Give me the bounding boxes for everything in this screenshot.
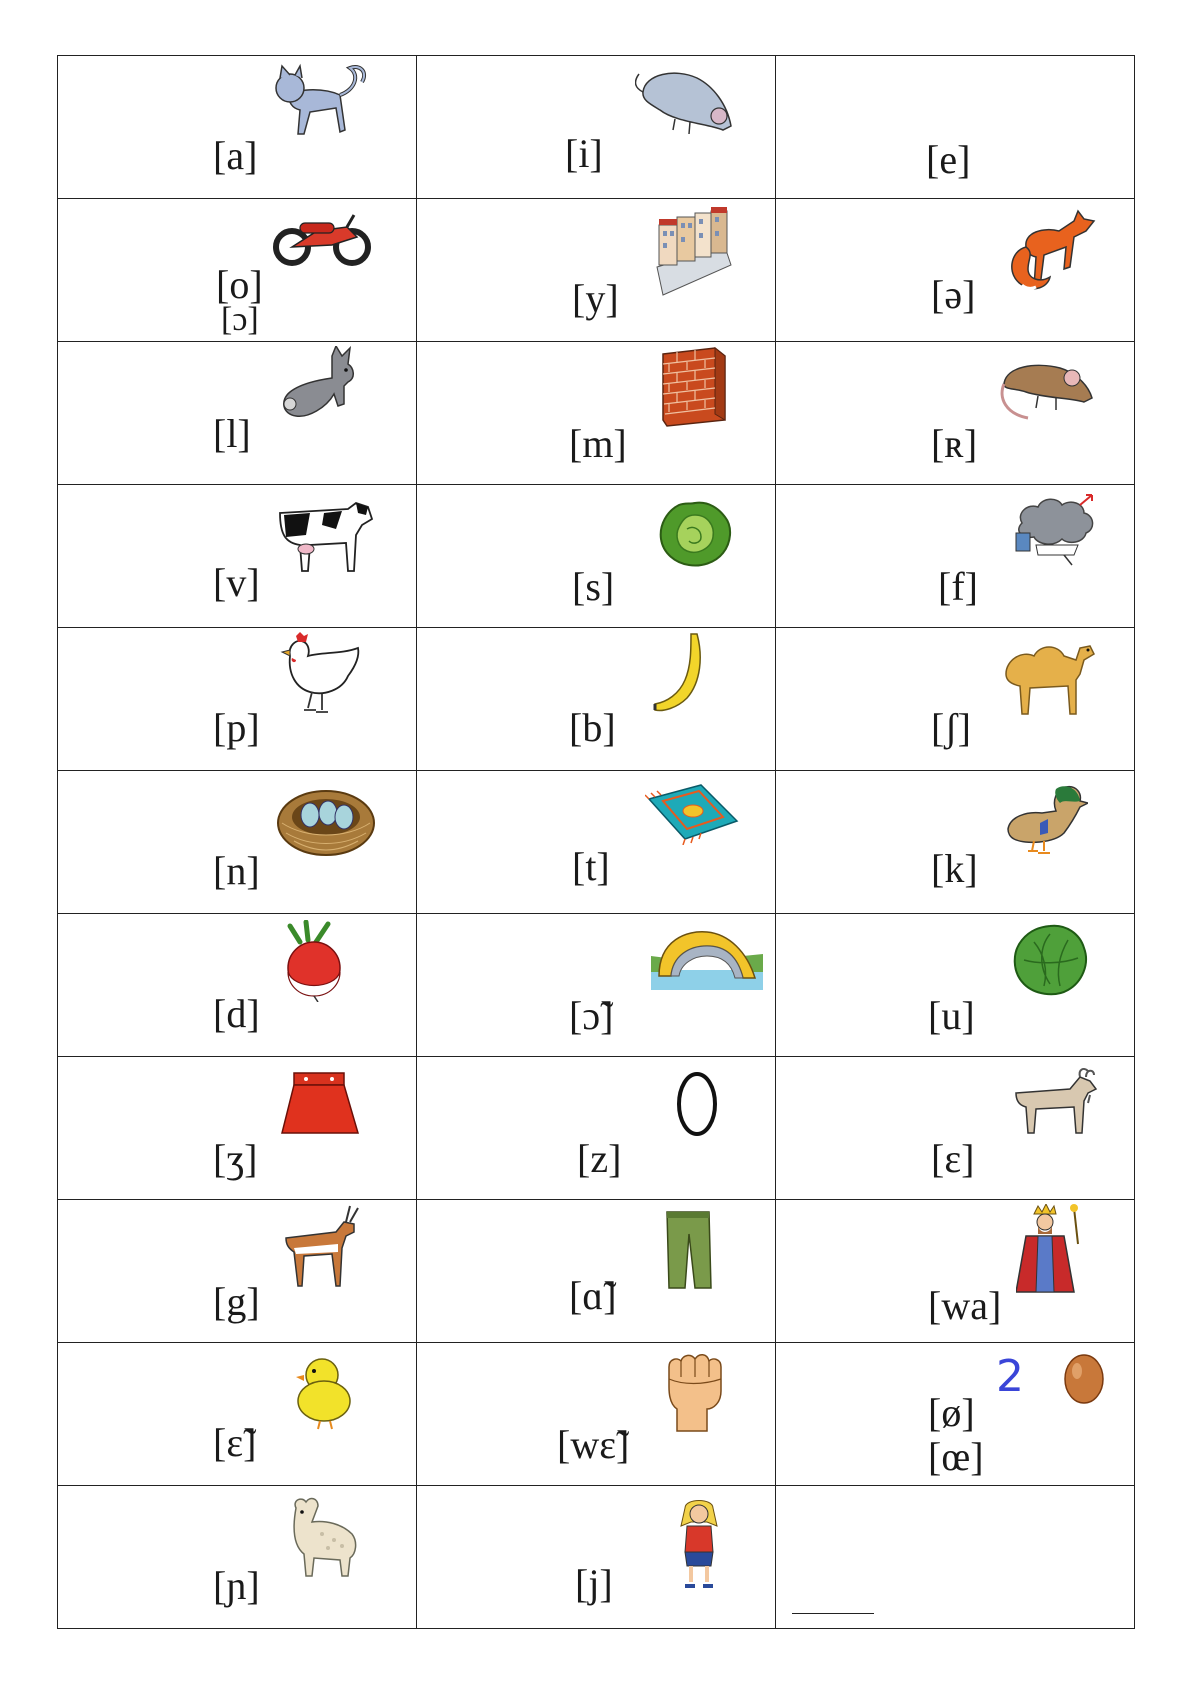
phoneme-label: [ø] (928, 1390, 975, 1435)
cell-n (58, 771, 417, 914)
cell-b (417, 628, 776, 771)
phoneme-label: [p] (213, 705, 260, 750)
cell-win (417, 1343, 776, 1486)
cell-t (417, 771, 776, 914)
cell-j (417, 1486, 776, 1629)
cell-on (417, 914, 776, 1057)
grid-row (58, 628, 1135, 771)
phoneme-label: [m] (569, 421, 627, 466)
cell-wa (776, 1200, 1135, 1343)
nest-icon (276, 783, 376, 859)
rabbit-icon (276, 346, 360, 426)
mouse-icon (635, 64, 740, 144)
cell-k (776, 771, 1135, 914)
camel-icon (1000, 640, 1096, 716)
trousers-icon (663, 1210, 713, 1290)
brick-wall-icon (657, 346, 729, 428)
phoneme-label: [n] (213, 848, 260, 893)
phoneme-label: [a] (213, 133, 258, 178)
cell-zh (58, 1057, 417, 1200)
cell-u (776, 914, 1135, 1057)
phoneme-label: [ɔ̃] (569, 993, 614, 1038)
phoneme-label: [ɛ] (931, 1136, 975, 1181)
grid-row (58, 914, 1135, 1057)
hen-icon (278, 632, 364, 718)
phoneme-label: [ɲ] (213, 1563, 260, 1608)
grid-row (58, 771, 1135, 914)
grid-row (58, 1200, 1135, 1343)
phoneme-label: [i] (565, 131, 603, 176)
phoneme-label: [j] (575, 1561, 613, 1606)
cell-sh (776, 628, 1135, 771)
cell-eu (776, 1343, 1135, 1486)
banana-icon (651, 632, 707, 714)
cell-gn (58, 1486, 417, 1629)
cell-p (58, 628, 417, 771)
phoneme-label: [e] (926, 137, 971, 182)
cell-d (58, 914, 417, 1057)
fist-icon (663, 1351, 727, 1433)
phoneme-label: [y] (572, 276, 619, 321)
cell-g (58, 1200, 417, 1343)
rat-icon (998, 354, 1098, 424)
phoneme-label: [v] (213, 560, 260, 605)
phoneme-label: [g] (213, 1279, 260, 1324)
egg-icon (1062, 1349, 1106, 1405)
phoneme-label: [ʒ] (213, 1136, 258, 1181)
phoneme-label: [s] (572, 564, 615, 609)
grid-row (58, 1486, 1135, 1629)
number-two: 2 (996, 1351, 1024, 1402)
lamb-icon (282, 1494, 362, 1578)
cell-epsilon (776, 1057, 1135, 1200)
phoneme-label: [ɛ̃] (213, 1420, 257, 1465)
smoke-icon (1008, 493, 1100, 567)
girl-icon (677, 1496, 721, 1590)
phoneme-label: [wɛ̃] (557, 1422, 630, 1467)
grid-row (58, 199, 1135, 342)
phoneme-label: [f] (938, 564, 978, 609)
cell-r (776, 342, 1135, 485)
phoneme-label-secondary: [ɔ] (221, 301, 259, 338)
phoneme-label: [b] (569, 705, 616, 750)
cell-s (417, 485, 776, 628)
phoneme-label-secondary: [œ] (928, 1434, 984, 1479)
phoneme-label: [t] (572, 844, 610, 889)
phoneme-label: [u] (928, 993, 975, 1038)
phoneme-label: [o] (216, 262, 263, 307)
phoneme-label: [k] (931, 846, 978, 891)
cell-empty (776, 1486, 1135, 1629)
cell-m (417, 342, 776, 485)
chick-icon (292, 1355, 356, 1431)
grid-row (58, 1343, 1135, 1486)
grid-row (58, 485, 1135, 628)
cell-o (58, 199, 417, 342)
cell-schwa (776, 199, 1135, 342)
cell-in (58, 1343, 417, 1486)
phoneme-sheet (57, 55, 1135, 1622)
cow-icon (276, 495, 376, 573)
phoneme-label: [z] (577, 1136, 622, 1181)
grid-row (58, 56, 1135, 199)
phoneme-label: [ə] (931, 272, 976, 317)
goat-icon (1010, 1067, 1100, 1137)
duck-icon (1004, 781, 1088, 855)
lettuce-icon (657, 499, 733, 569)
phoneme-grid (57, 55, 1135, 1629)
phoneme-label: [ɑ̃] (569, 1273, 617, 1318)
cell-l (58, 342, 417, 485)
fox-icon (1004, 207, 1096, 297)
rug-icon (645, 781, 741, 845)
zero-icon (673, 1069, 721, 1139)
king-icon (1016, 1204, 1090, 1296)
phoneme-label: [d] (213, 991, 260, 1036)
cabbage-icon (1010, 922, 1090, 998)
cell-f (776, 485, 1135, 628)
cell-z (417, 1057, 776, 1200)
bridge-icon (651, 926, 763, 990)
blank-line (792, 1613, 874, 1614)
cell-y (417, 199, 776, 342)
cell-e (776, 56, 1135, 199)
gazelle-icon (280, 1204, 364, 1288)
cell-a (58, 56, 417, 199)
radish-icon (284, 920, 348, 1002)
cell-v (58, 485, 417, 628)
phoneme-label: [ʀ] (931, 421, 978, 466)
grid-row (58, 1057, 1135, 1200)
phoneme-label: [l] (213, 411, 251, 456)
motorcycle-icon (272, 209, 372, 267)
street-icon (653, 207, 733, 297)
phoneme-label: [ʃ] (931, 705, 971, 750)
cell-i (417, 56, 776, 199)
cell-an (417, 1200, 776, 1343)
grid-row (58, 342, 1135, 485)
skirt-icon (280, 1069, 360, 1139)
cat-icon (270, 60, 370, 142)
phoneme-label: [wa] (928, 1283, 1002, 1328)
